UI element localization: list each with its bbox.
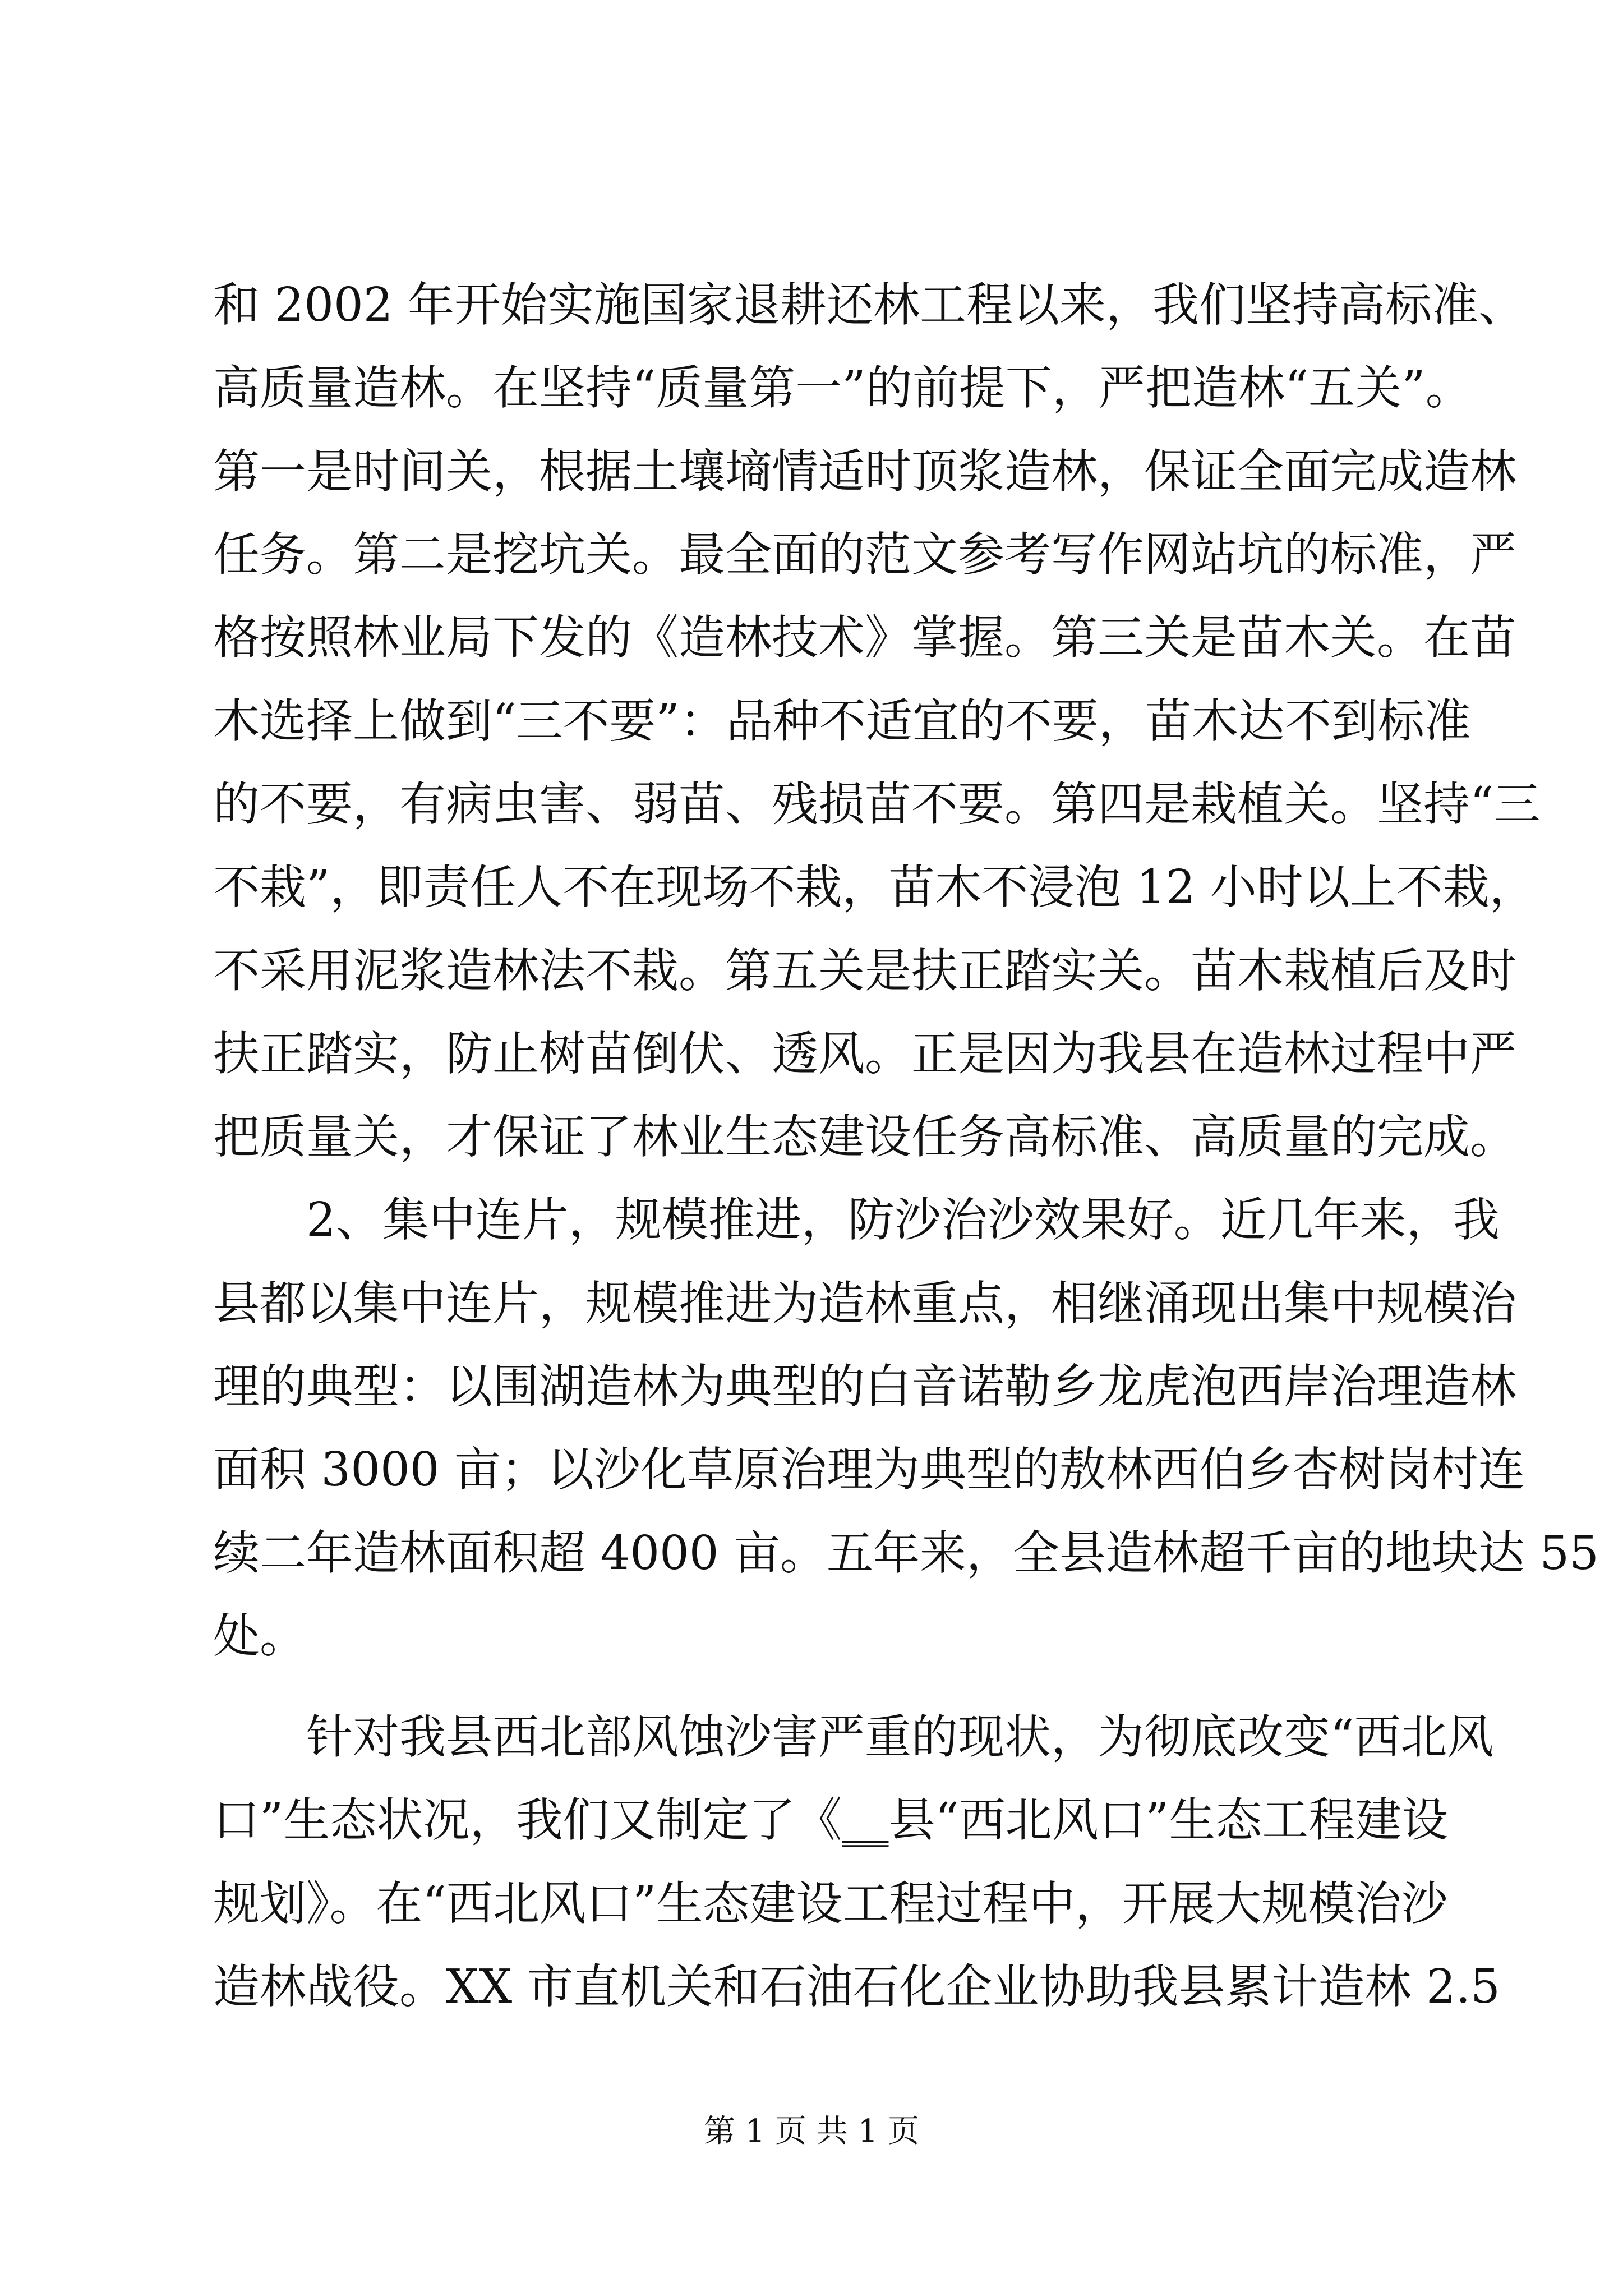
text-line: 第一是时间关，根据土壤墒情适时顶浆造林，保证全面完成造林 — [213, 444, 1516, 499]
paragraph-3 — [213, 1696, 1500, 2028]
text-line: 和 2002 年开始实施国家退耕还林工程以来，我们坚持高标准、 — [213, 278, 1525, 333]
text-line: 县都以集中连片，规模推进为造林重点，相继涌现出集中规模治 — [213, 1276, 1516, 1331]
text-line: 不栽”，即责任人不在现场不栽，苗木不浸泡 12 小时以上不栽， — [213, 860, 1536, 915]
text-line: 针对我县西北部风蚀沙害严重的现状，为彻底改变“西北风 — [306, 1710, 1494, 1765]
page-footer: 第 1 页 共 1 页 — [703, 2113, 920, 2150]
text-line: 扶正踏实，防止树苗倒伏、透风。正是因为我县在造林过程中严 — [213, 1026, 1516, 1081]
text-line: 2、集中连片，规模推进，防沙治沙效果好。近几年来，我 — [306, 1193, 1500, 1248]
text-line: 格按照林业局下发的《造林技术》掌握。第三关是苗木关。在苗 — [213, 610, 1516, 665]
paragraph-1 — [213, 264, 1541, 1179]
text-line: 的不要，有病虫害、弱苗、残损苗不要。第四是栽植关。坚持“三 — [213, 776, 1541, 831]
document-body — [213, 264, 1599, 2028]
text-line-with-blank — [213, 1779, 1447, 1862]
text-line: 处。 — [213, 1608, 306, 1663]
paragraph-2 — [213, 1179, 1599, 1678]
text-line: 规划》。在“西北风口”生态建设工程过程中，开展大规模治沙 — [213, 1876, 1448, 1931]
text-line: 续二年造林面积超 4000 亩。五年来，全县造林超千亩的地块达 55 — [213, 1525, 1599, 1580]
underlined-blank: __ — [842, 1793, 889, 1848]
text-fragment: 口”生态状况，我们又制定了《 — [213, 1793, 842, 1848]
text-line: 面积 3000 亩；以沙化草原治理为典型的敖林西伯乡杏树岗村连 — [213, 1442, 1525, 1497]
text-line: 把质量关，才保证了林业生态建设任务高标准、高质量的完成。 — [213, 1110, 1516, 1165]
text-line: 高质量造林。在坚持“质量第一”的前提下，严把造林“五关”。 — [213, 361, 1472, 416]
text-fragment: 县“西北风口”生态工程建设 — [888, 1793, 1449, 1848]
text-line: 木选择上做到“三不要”：品种不适宜的不要，苗木达不到标准 — [213, 693, 1471, 748]
paragraph-gap — [213, 1678, 1447, 1696]
text-line: 理的典型：以围湖造林为典型的白音诺勒乡龙虎泡西岸治理造林 — [213, 1359, 1516, 1414]
text-line: 不采用泥浆造林法不栽。第五关是扶正踏实关。苗木栽植后及时 — [213, 943, 1516, 998]
text-line: 任务。第二是挖坑关。最全面的范文参考写作网站坑的标准，严 — [213, 527, 1516, 582]
text-line: 造林战役。XX 市直机关和石油石化企业协助我县累计造林 2.5 — [213, 1959, 1500, 2014]
